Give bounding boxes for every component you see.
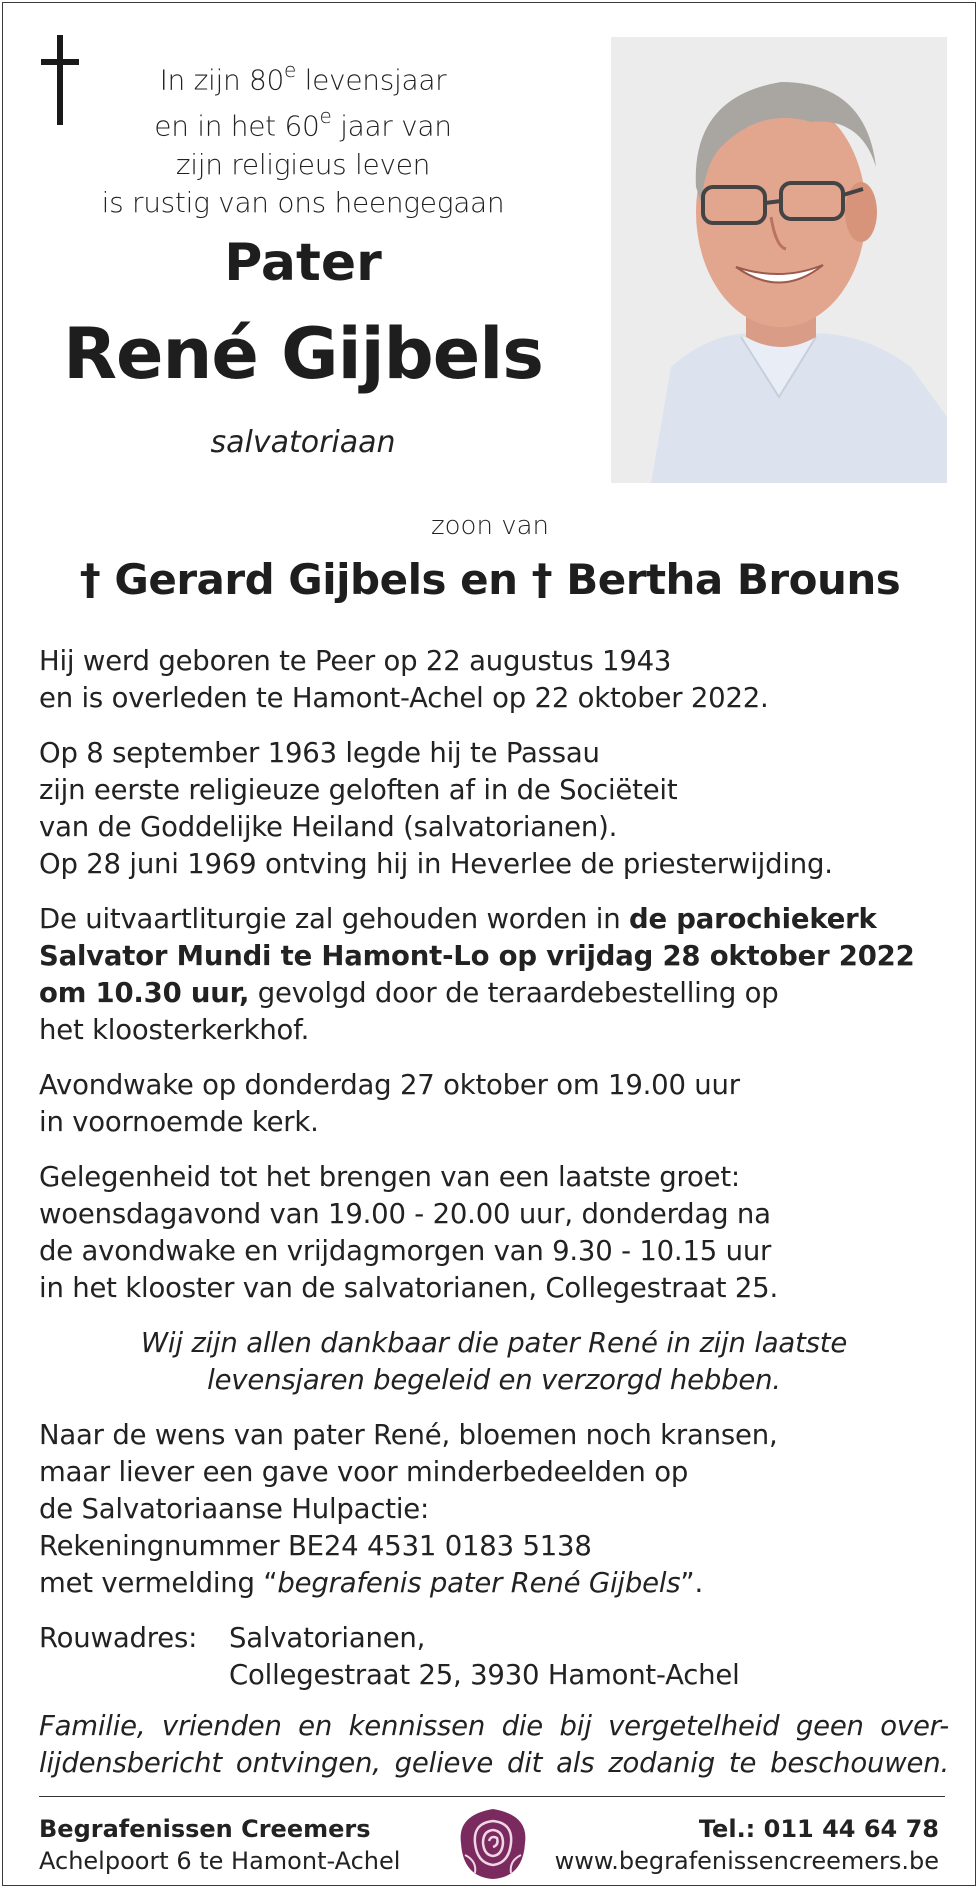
intro-text: In zijn 80e levensjaar en in het 60e jaar van zijn religieus leven is rustig van ons heengegaan bbox=[101, 58, 505, 219]
parents-label: zoon van bbox=[430, 511, 549, 541]
paragraph-thanks: Wij zijn allen dankbaar die pater René in zijn laatste levensjaren begeleid en verzorgd hebben. bbox=[140, 1327, 848, 1396]
paragraph-farewell: Gelegenheid tot het brengen van een laatste groet: woensdagavond van 19.00 - 20.00 uur, donderdag na de avondwake en vrijdagmorgen van 9.30 - 10.15 uur in het klooster van de salvatorianen, Collegestraat 25. bbox=[39, 1161, 778, 1304]
funeral-home-contact bbox=[555, 1813, 939, 1877]
paragraph-birth: Hij werd geboren te Peer op 22 augustus 1943 en is overleden te Hamont-Achel op 22 oktober 2022. bbox=[39, 645, 769, 714]
deceased-name: René Gijbels bbox=[63, 313, 543, 395]
obituary-body bbox=[39, 643, 949, 1800]
obituary-card bbox=[2, 2, 976, 1886]
funeral-home-info: Begrafenissen Creemers Achelpoort 6 te Hamont-Achel bbox=[39, 1815, 401, 1875]
paragraph-donation: Naar de wens van pater René, bloemen noch kransen, maar liever een gave voor minderbedeelden op de Salvatoriaanse Hulpactie: Rekeningnummer BE24 4531 0183 5138 met vermelding “begrafenis pater René Gijbels”. bbox=[39, 1419, 778, 1599]
condolence-address: Rouwadres: Salvatorianen, Collegestraat 25, 3930 Hamont-Achel bbox=[39, 1622, 740, 1691]
website-link[interactable]: www.begrafenissencreemers.be bbox=[554, 1847, 939, 1875]
paragraph-wake: Avondwake op donderdag 27 oktober om 19.00 uur in voornoemde kerk. bbox=[39, 1069, 740, 1138]
subtitle: salvatoriaan bbox=[210, 425, 396, 460]
footer-divider bbox=[39, 1796, 945, 1797]
portrait-photo bbox=[611, 37, 947, 483]
parents-names: † Gerard Gijbels en † Bertha Brouns bbox=[79, 555, 901, 604]
paragraph-notice: Familie, vrienden en kennissen die bij vergetelheid geen over- lijdensbericht ontvingen, gelieve dit als zodanig te beschouwen. bbox=[39, 1710, 949, 1779]
phone-number: Tel.: 011 44 64 78 bbox=[698, 1815, 939, 1843]
title-prefix: Pater bbox=[224, 233, 382, 293]
paragraph-funeral: De uitvaartliturgie zal gehouden worden in de parochiekerk Salvator Mundi te Hamont-Lo op vrijdag 28 oktober 2022 om 10.30 uur, gevolgd door de teraardebestelling op het kloosterkerkhof. bbox=[39, 903, 915, 1046]
paragraph-vows: Op 8 september 1963 legde hij te Passau zijn eerste religieuze geloften af in de Sociëteit van de Goddelijke Heiland (salvatorianen). Op 28 juni 1969 ontving hij in Heverlee de priesterwijding. bbox=[39, 737, 833, 880]
rose-icon bbox=[453, 1803, 533, 1883]
